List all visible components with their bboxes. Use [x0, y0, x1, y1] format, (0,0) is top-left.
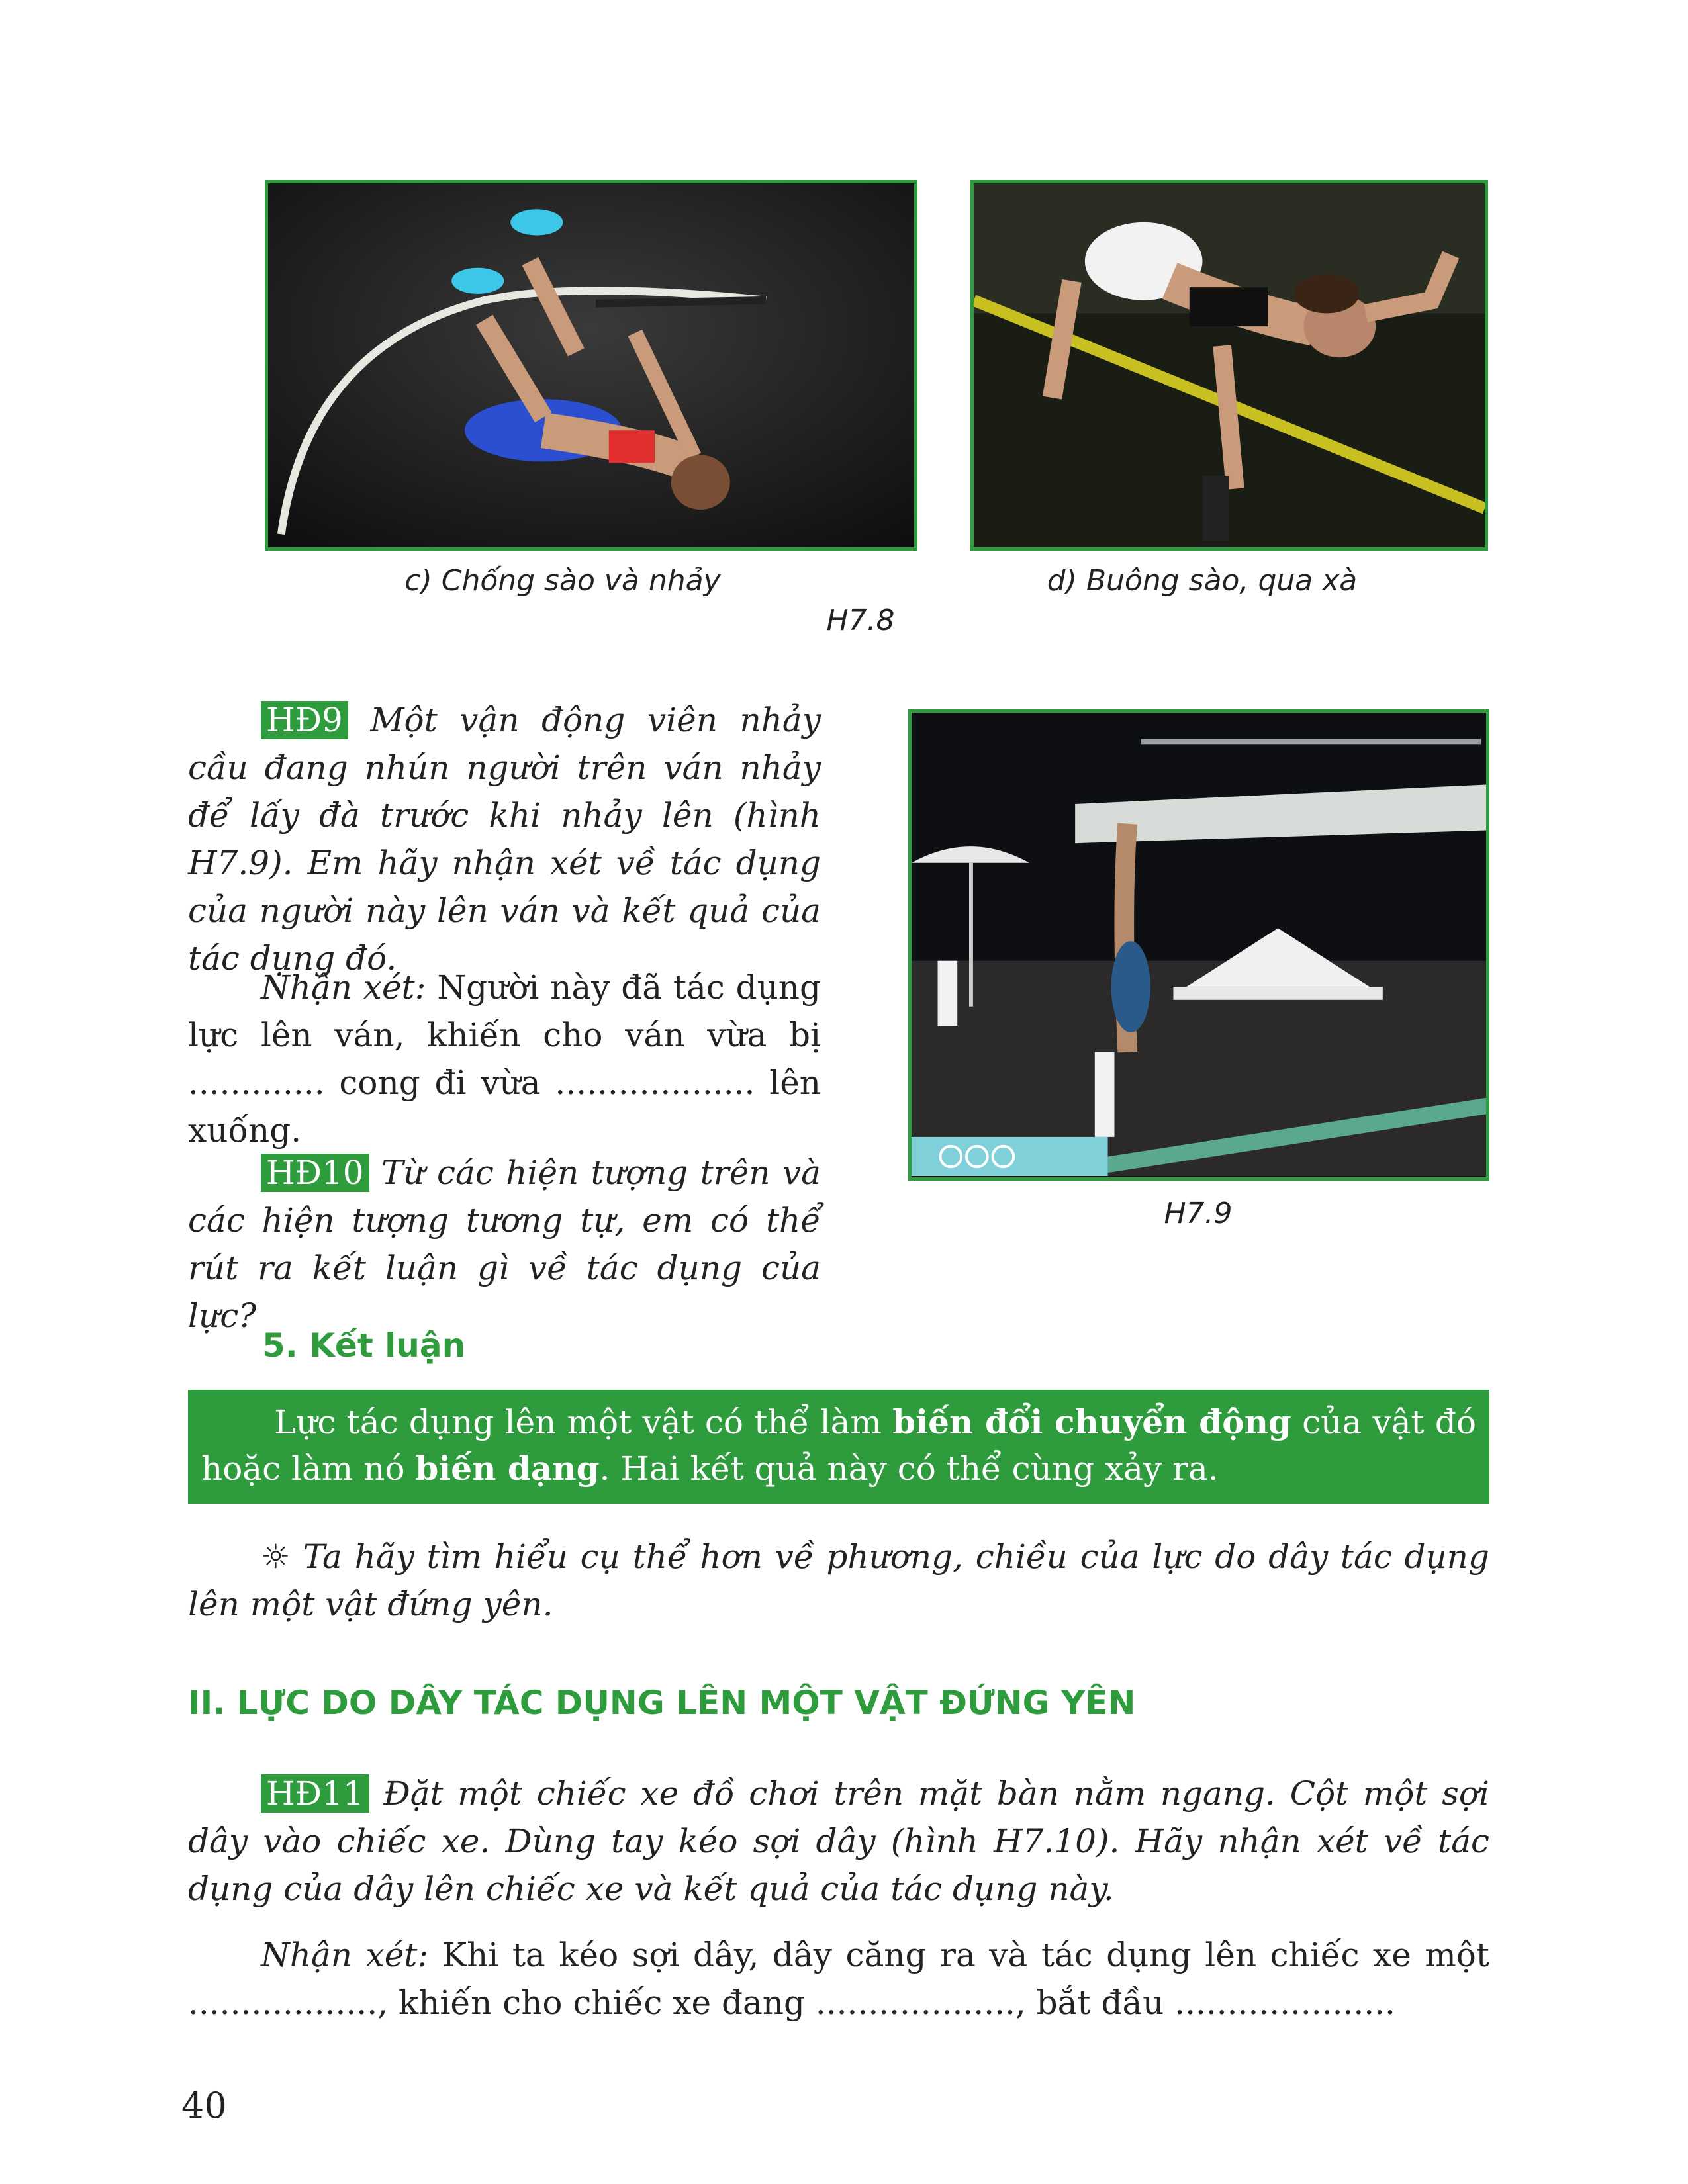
hd11-remark-label: Nhận xét: [261, 1936, 429, 1974]
conclusion-bold-2: biến dạng [415, 1449, 600, 1488]
hd9-remark-label: Nhận xét: [261, 968, 426, 1007]
hd9-remark [188, 964, 821, 1154]
section-2-heading: II. LỰC DO DÂY TÁC DỤNG LÊN MỘT VẬT ĐỨNG YÊN [188, 1684, 1136, 1722]
caption-photo-c: c) Chống sào và nhảy [404, 564, 721, 598]
conclusion-box [188, 1390, 1489, 1504]
hd11-remark-text: Khi ta kéo sợi dây, dây căng ra và tác dụng lên chiếc xe một .................., khiến cho chiếc xe đang ..................., bắt đầu ..................... [188, 1936, 1489, 2022]
hd11-paragraph [188, 1770, 1489, 1913]
intro-text: Ta hãy tìm hiểu cụ thể hơn về phương, chiều của lực do dây tác dụng lên một vật đứng yên. [188, 1537, 1489, 1623]
conclusion-text-2: của vật đó hoặc làm nó [201, 1403, 1476, 1488]
hd10-paragraph [188, 1149, 821, 1340]
figure-label-h78: H7.8 [826, 604, 895, 637]
figure-label-h79: H7.9 [1164, 1197, 1233, 1230]
section-5-heading: 5. Kết luận [262, 1326, 466, 1365]
photo-pole-vault-jump [265, 180, 917, 551]
page-number: 40 [181, 2085, 227, 2126]
conclusion-bold-1: biến đổi chuyển động [892, 1402, 1291, 1441]
hd9-text: Một vận động viên nhảy cầu đang nhún người trên ván nhảy để lấy đà trước khi nhảy lên (hình H7.9). Em hãy nhận xét về tác dụng của người này lên ván và kết quả của tác dụng đó. [188, 701, 821, 978]
sun-icon: ☼ [261, 1537, 291, 1576]
photo-diving-board [908, 709, 1489, 1181]
hd10-tag: HĐ10 [261, 1154, 369, 1192]
intro-paragraph [188, 1533, 1489, 1628]
hd9-tag: HĐ9 [261, 701, 348, 739]
hd11-text: Đặt một chiếc xe đồ chơi trên mặt bàn nằm ngang. Cột một sợi dây vào chiếc xe. Dùng tay kéo sợi dây (hình H7.10). Hãy nhận xét về tác dụng của dây lên chiếc xe và kết quả của tác dụng này. [188, 1774, 1489, 1908]
photo-pole-vault-bar [970, 180, 1488, 551]
hd10-text: Từ các hiện tượng trên và các hiện tượng tương tự, em có thể rút ra kết luận gì về tác dụng của lực? [188, 1154, 821, 1335]
hd9-paragraph [188, 696, 821, 982]
hd9-remark-text: Người này đã tác dụng lực lên ván, khiến cho ván vừa bị ............. cong đi vừa ................... lên xuống. [188, 968, 821, 1150]
conclusion-text-3: . Hai kết quả này có thể cùng xảy ra. [599, 1449, 1219, 1488]
caption-photo-d: d) Buông sào, qua xà [1047, 564, 1358, 598]
conclusion-text-1: Lực tác dụng lên một vật có thể làm [274, 1403, 893, 1441]
hd11-tag: HĐ11 [261, 1774, 369, 1813]
hd11-remark [188, 1931, 1489, 2026]
